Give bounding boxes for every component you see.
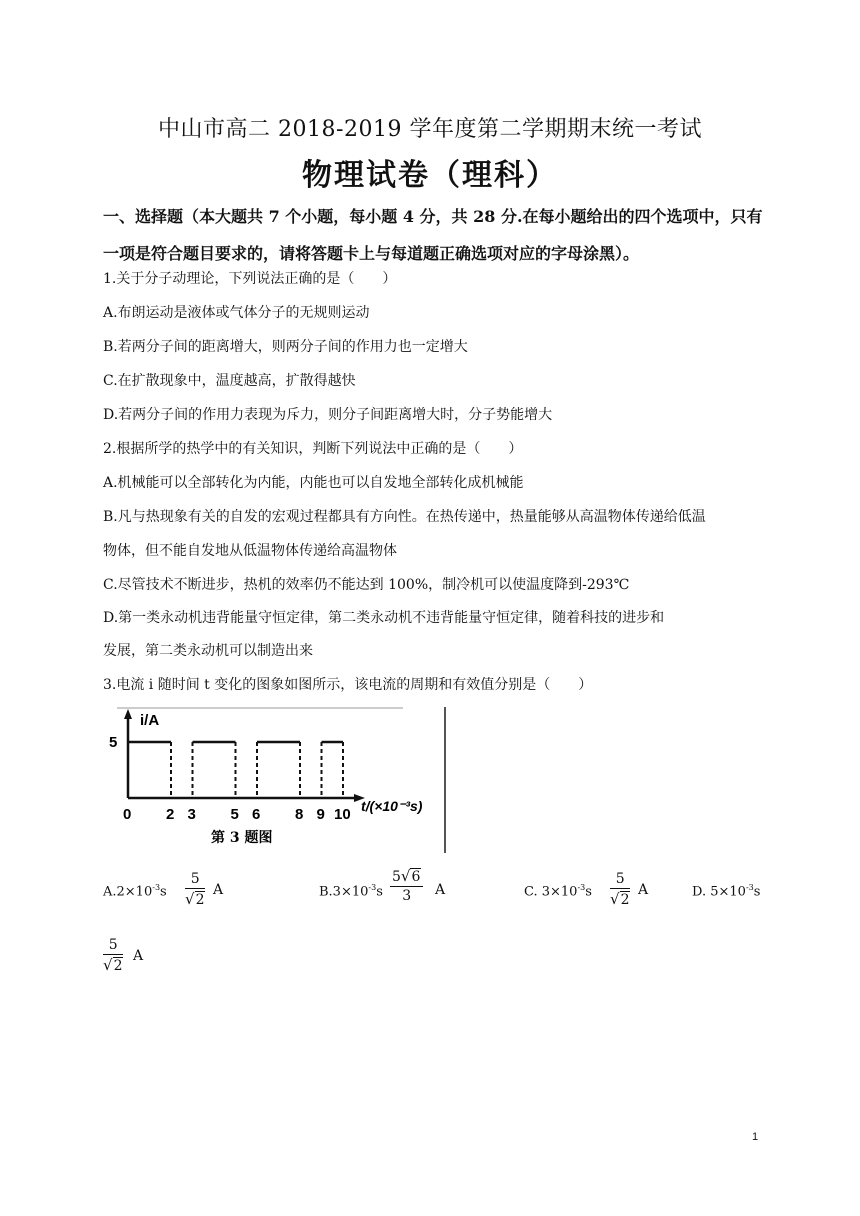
option-a-denominator: √2 <box>185 890 205 908</box>
option-a-radicand: 2 <box>195 892 205 908</box>
x-tick-2: 2 <box>166 806 175 823</box>
x-tick-3: 3 <box>187 806 196 823</box>
option-b-suffix: s <box>376 884 383 900</box>
option-b-coefficient: 5 <box>392 869 401 885</box>
question-3-option-b <box>319 883 383 899</box>
option-c-fraction <box>610 871 630 908</box>
question-1-option-d: D.若两分子间的作用力表现为斥力，则分子间距离增大时，分子势能增大 <box>103 407 553 423</box>
exam-title: 中山市高二 2018-2019 学年度第二学期期末统一考试 <box>158 117 702 142</box>
option-d-exponent: -3 <box>745 883 754 892</box>
x-tick-6: 6 <box>252 806 261 823</box>
x-tick-labels <box>123 806 351 823</box>
question-1-option-c: C.在扩散现象中，温度越高，扩散得越快 <box>103 373 356 389</box>
option-b-denominator: 3 <box>402 888 412 904</box>
question-2-option-d-line1: D.第一类永动机违背能量守恒定律，第二类永动机不违背能量守恒定律，随着科技的进步和 <box>103 610 665 626</box>
option-d-unit: A <box>133 948 144 964</box>
option-d-radicand: 2 <box>113 958 123 974</box>
option-d-prefix: D. 5×10 <box>692 884 746 900</box>
option-a-fraction <box>185 871 205 908</box>
figure-caption: 第 3 题图 <box>211 830 273 846</box>
question-3-stem: 3.电流 i 随时间 t 变化的图象如图所示，该电流的周期和有效值分别是（ ） <box>103 677 593 693</box>
y-tick-5: 5 <box>109 734 118 751</box>
question-1-option-b: B.若两分子间的距离增大，则两分子间的作用力也一定增大 <box>103 339 468 355</box>
option-b-exponent: -3 <box>368 883 377 892</box>
option-b-prefix: B.3×10 <box>319 884 369 900</box>
current-waveform <box>128 742 343 798</box>
x-tick-5: 5 <box>230 806 239 823</box>
section-heading: 一、选择题（本大题共 7 个小题，每小题 4 分，共 28 分.在每小题给出的四个选项中，只有一项是符合题目要求的，请将答题卡上与每道题正确选项对应的字母涂黑）。 <box>103 207 763 263</box>
option-d-suffix: s <box>753 884 761 900</box>
exam-subtitle: 物理试卷（理科） <box>302 158 558 193</box>
current-time-graph <box>103 705 448 855</box>
question-2-option-c: C.尽管技术不断进步，热机的效率仍不能达到 100%，制冷机可以使温度降到-293℃ <box>103 577 630 593</box>
question-1-option-a: A.布朗运动是液体或气体分子的无规则运动 <box>103 305 370 321</box>
option-c-suffix: s <box>585 884 592 900</box>
current-graph-svg <box>103 705 448 855</box>
x-tick-10: 10 <box>334 806 351 823</box>
option-c-exponent: -3 <box>577 883 586 892</box>
question-2-option-b-line2: 物体，但不能自发地从低温物体传递给高温物体 <box>103 543 397 559</box>
x-tick-8: 8 <box>295 806 304 823</box>
y-axis-label: i/A <box>140 712 160 729</box>
x-tick-0: 0 <box>123 806 132 823</box>
option-a-suffix: s <box>160 884 167 900</box>
question-1-stem: 1.关于分子动理论，下列说法正确的是（ ） <box>103 271 397 287</box>
page-number: 1 <box>752 1131 759 1143</box>
option-a-prefix: A.2×10 <box>103 884 153 900</box>
option-d-fraction <box>103 937 123 974</box>
y-axis-arrow <box>124 709 132 719</box>
option-c-prefix: C. 3×10 <box>524 884 578 900</box>
option-a-exponent: -3 <box>152 883 161 892</box>
option-b-numerator: 5√6 <box>392 867 421 885</box>
option-b-fraction <box>390 867 423 904</box>
option-c-unit: A <box>638 882 649 898</box>
x-tick-9: 9 <box>316 806 325 823</box>
option-a-unit: A <box>213 882 224 898</box>
question-3-option-c <box>524 883 592 899</box>
question-3-option-d <box>692 883 760 899</box>
option-b-unit: A <box>435 882 446 898</box>
question-2-option-d-line2: 发展，第二类永动机可以制造出来 <box>103 643 313 659</box>
question-3-option-a <box>103 883 167 899</box>
option-d-denominator: √2 <box>103 956 123 974</box>
option-c-numerator: 5 <box>615 871 625 887</box>
x-axis-label: t/(×10⁻³s) <box>361 798 423 814</box>
option-d-numerator: 5 <box>108 937 118 953</box>
option-a-numerator: 5 <box>190 871 200 887</box>
question-2-option-b-line1: B.凡与热现象有关的自发的宏观过程都具有方向性。在热传递中，热量能够从高温物体传递给低温 <box>103 509 706 525</box>
option-c-radicand: 2 <box>620 892 630 908</box>
question-2-stem: 2.根据所学的热学中的有关知识，判断下列说法中正确的是（ ） <box>103 441 523 457</box>
option-b-radicand: 6 <box>411 869 421 885</box>
question-2-option-a: A.机械能可以全部转化为内能，内能也可以自发地全部转化成机械能 <box>103 475 524 491</box>
option-c-denominator: √2 <box>610 890 630 908</box>
